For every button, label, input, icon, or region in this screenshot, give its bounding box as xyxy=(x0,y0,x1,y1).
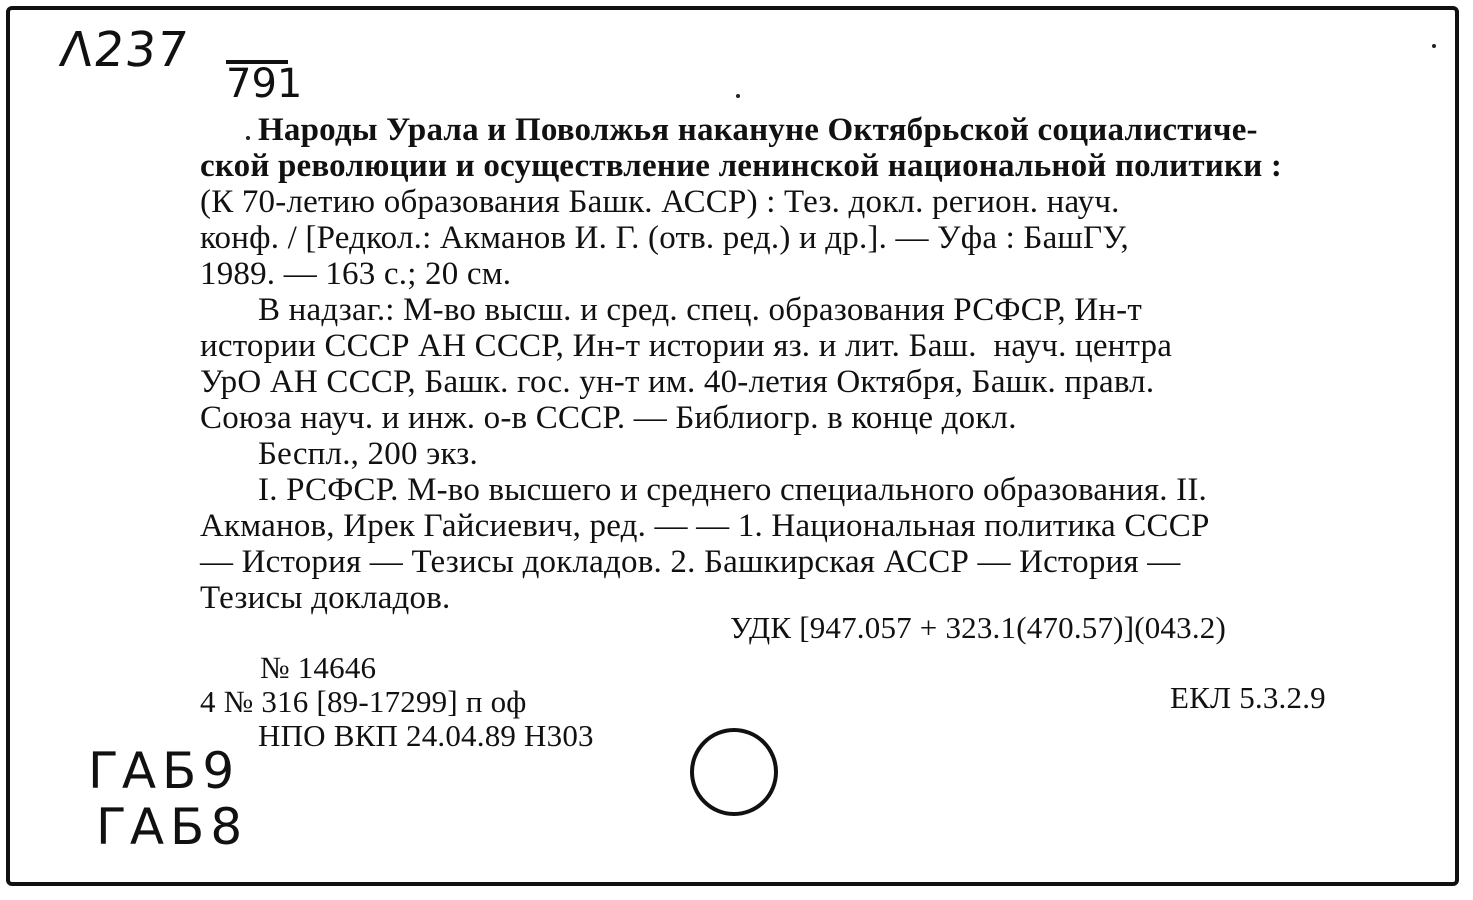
subjects-line-1: I. РСФСР. М-во высшего и среднего специального образования. II. xyxy=(258,472,1208,508)
notes-line-3: УрО АН СССР, Башк. гос. ун-т им. 40-летия Октября, Башк. правл. xyxy=(200,364,1155,400)
title-line-1: Народы Урала и Поволжья накануне Октябрьской социалистиче- xyxy=(258,112,1258,148)
stray-dot xyxy=(1432,44,1436,48)
notes-line-2: истории СССР АН СССР, Ин-т истории яз. и лит. Баш. науч. центра xyxy=(200,328,1173,364)
publisher-line: НПО ВКП 24.04.89 Н303 xyxy=(258,718,594,753)
notes-line-4: Союза науч. и инж. о-в СССР. — Библиогр. в конце докл. xyxy=(200,400,1017,436)
ekl-line: ЕКЛ 5.3.2.9 xyxy=(1170,680,1326,715)
record-number: № 14646 xyxy=(260,650,377,685)
udk-line: УДК [947.057 + 323.1(470.57)](043.2) xyxy=(730,610,1227,645)
stray-dot xyxy=(246,136,250,140)
subjects-line-4: Тезисы докладов. xyxy=(200,580,451,616)
subjects-line-2: Акманов, Ирек Гайсиевич, ред. — — 1. Национальная политика СССР xyxy=(200,508,1210,544)
handwritten-shelf-sub: 791 xyxy=(226,61,303,107)
title-line-2: ской революции и осуществление ленинской национальной политики : xyxy=(200,148,1283,184)
handwritten-mark-1: ΓΑБ9 xyxy=(88,742,241,800)
title-line-4: конф. / [Редкол.: Акманов И. Г. (отв. ред.) и др.]. — Уфа : БашГУ, xyxy=(200,220,1129,256)
order-line: 4 № 316 [89-17299] п оф xyxy=(200,684,527,719)
notes-line-1: В надзаг.: М-во высш. и сред. спец. образования РСФСР, Ин-т xyxy=(258,292,1142,328)
handwritten-shelf-mark: Λ237 xyxy=(57,22,192,78)
price-line: Беспл., 200 экз. xyxy=(258,436,478,472)
handwritten-mark-2: ΓΑБ8 xyxy=(96,798,249,856)
punch-hole-circle xyxy=(690,728,778,816)
title-line-3: (К 70-летию образования Башк. АССР) : Тез. докл. регион. науч. xyxy=(200,184,1120,220)
stray-dot xyxy=(736,94,740,98)
title-line-5: 1989. — 163 с.; 20 см. xyxy=(200,256,512,292)
subjects-line-3: — История — Тезисы докладов. 2. Башкирская АССР — История — xyxy=(200,544,1181,580)
